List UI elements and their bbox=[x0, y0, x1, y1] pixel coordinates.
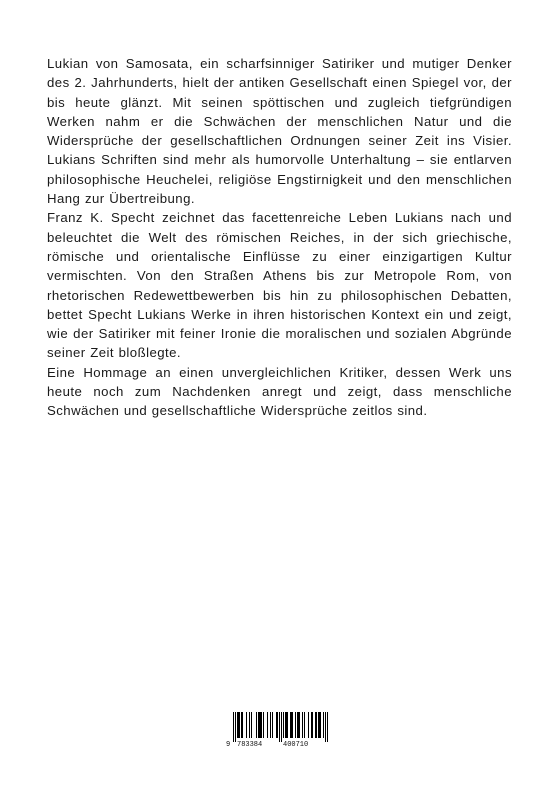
blurb-text bbox=[47, 54, 512, 421]
barcode-bar bbox=[239, 712, 240, 738]
barcode-bar bbox=[259, 712, 260, 738]
barcode-bar bbox=[302, 712, 303, 738]
barcode-bar bbox=[277, 712, 278, 738]
barcode-bar bbox=[267, 712, 268, 738]
barcode-right-group: 400710 bbox=[283, 741, 309, 749]
barcode-bar bbox=[325, 712, 326, 742]
barcode-first-digit: 9 bbox=[226, 741, 231, 749]
barcode-bar bbox=[260, 712, 261, 738]
barcode-bar bbox=[283, 712, 284, 738]
barcode-bar bbox=[327, 712, 328, 742]
barcode-bar bbox=[298, 712, 299, 738]
barcode-bar bbox=[308, 712, 309, 738]
barcode-bar bbox=[235, 712, 236, 742]
barcode-bar bbox=[316, 712, 317, 738]
barcode-bar bbox=[290, 712, 291, 738]
barcode-bar bbox=[261, 712, 262, 738]
barcode-bar bbox=[237, 712, 238, 738]
barcode-bar bbox=[312, 712, 313, 738]
barcode-bar bbox=[276, 712, 277, 738]
barcode-bar bbox=[285, 712, 286, 738]
barcode-bar bbox=[292, 712, 293, 738]
barcode-bar bbox=[246, 712, 247, 738]
barcode-bar bbox=[304, 712, 305, 738]
barcode-digits bbox=[226, 740, 332, 751]
barcode-bar bbox=[233, 712, 234, 742]
barcode-bar bbox=[319, 712, 320, 738]
blurb-paragraph-3: Eine Hommage an einen unvergleichlichen Kritiker, dessen Werk uns heute noch zum Nachdenken anregt und zeigt, dass menschliche Schwächen und gesellschaftliche Widersprüche zeitlos sind. bbox=[47, 364, 512, 419]
barcode-bar bbox=[297, 712, 298, 738]
barcode-bar bbox=[238, 712, 239, 738]
barcode-bar bbox=[299, 712, 300, 738]
barcode-bar bbox=[256, 712, 257, 738]
blurb-paragraph-1: Lukian von Samosata, ein scharfsinniger Satiriker und mutiger Denker des 2. Jahrhunderts, hielt der antiken Gesellschaft einen Spiegel vor, der bis heute glänzt. Mit seinen spöttischen und zugleich tiefgründigen Werken nahm er die Schwächen der menschlichen Natur und die Widersprüche der gesellschaftlichen Ordnungen seiner Zeit ins Visier. Lukians Schriften sind mehr als humorvolle Unterhaltung – sie entlarven philosophische Heuchelei, religiöse Engstirnigkeit und den menschlichen Hang zur Übertreibung. bbox=[47, 56, 512, 207]
barcode-bar bbox=[291, 712, 292, 738]
barcode-bar bbox=[295, 712, 296, 738]
barcode-bar bbox=[287, 712, 288, 738]
barcode-bar bbox=[279, 712, 280, 742]
barcode-bar bbox=[315, 712, 316, 738]
barcode-bar bbox=[249, 712, 250, 738]
barcode-bar bbox=[272, 712, 273, 738]
barcode-bar bbox=[318, 712, 319, 738]
barcode-bar bbox=[323, 712, 324, 738]
barcode-bar bbox=[241, 712, 242, 738]
barcode-left-group: 783384 bbox=[237, 741, 263, 749]
barcode-bar bbox=[258, 712, 259, 738]
barcode-bar bbox=[263, 712, 264, 738]
barcode-bar bbox=[286, 712, 287, 738]
barcode-bar bbox=[311, 712, 312, 738]
barcode-bar bbox=[320, 712, 321, 738]
barcode-bar bbox=[281, 712, 282, 742]
barcode-bar bbox=[251, 712, 252, 738]
barcode-bar bbox=[270, 712, 271, 738]
blurb-paragraph-2: Franz K. Specht zeichnet das facettenreiche Leben Lukians nach und beleuchtet die Welt des römischen Reiches, in der sich griechische, römische und orientalische Einflüsse zu einer einzigartigen Kultur vermischten. Von den Straßen Athens bis zur Metropole Rom, von rhetorischen Redewettbewerben bis hin zu philosophischen Debatten, bettet Specht Lukians Werke in ihren historischen Kontext ein und zeigt, wie der Satiriker mit feiner Ironie die moralischen und sozialen Abgründe seiner Zeit bloßlegte. bbox=[47, 210, 512, 361]
barcode-bar bbox=[242, 712, 243, 738]
isbn-barcode bbox=[226, 712, 332, 760]
